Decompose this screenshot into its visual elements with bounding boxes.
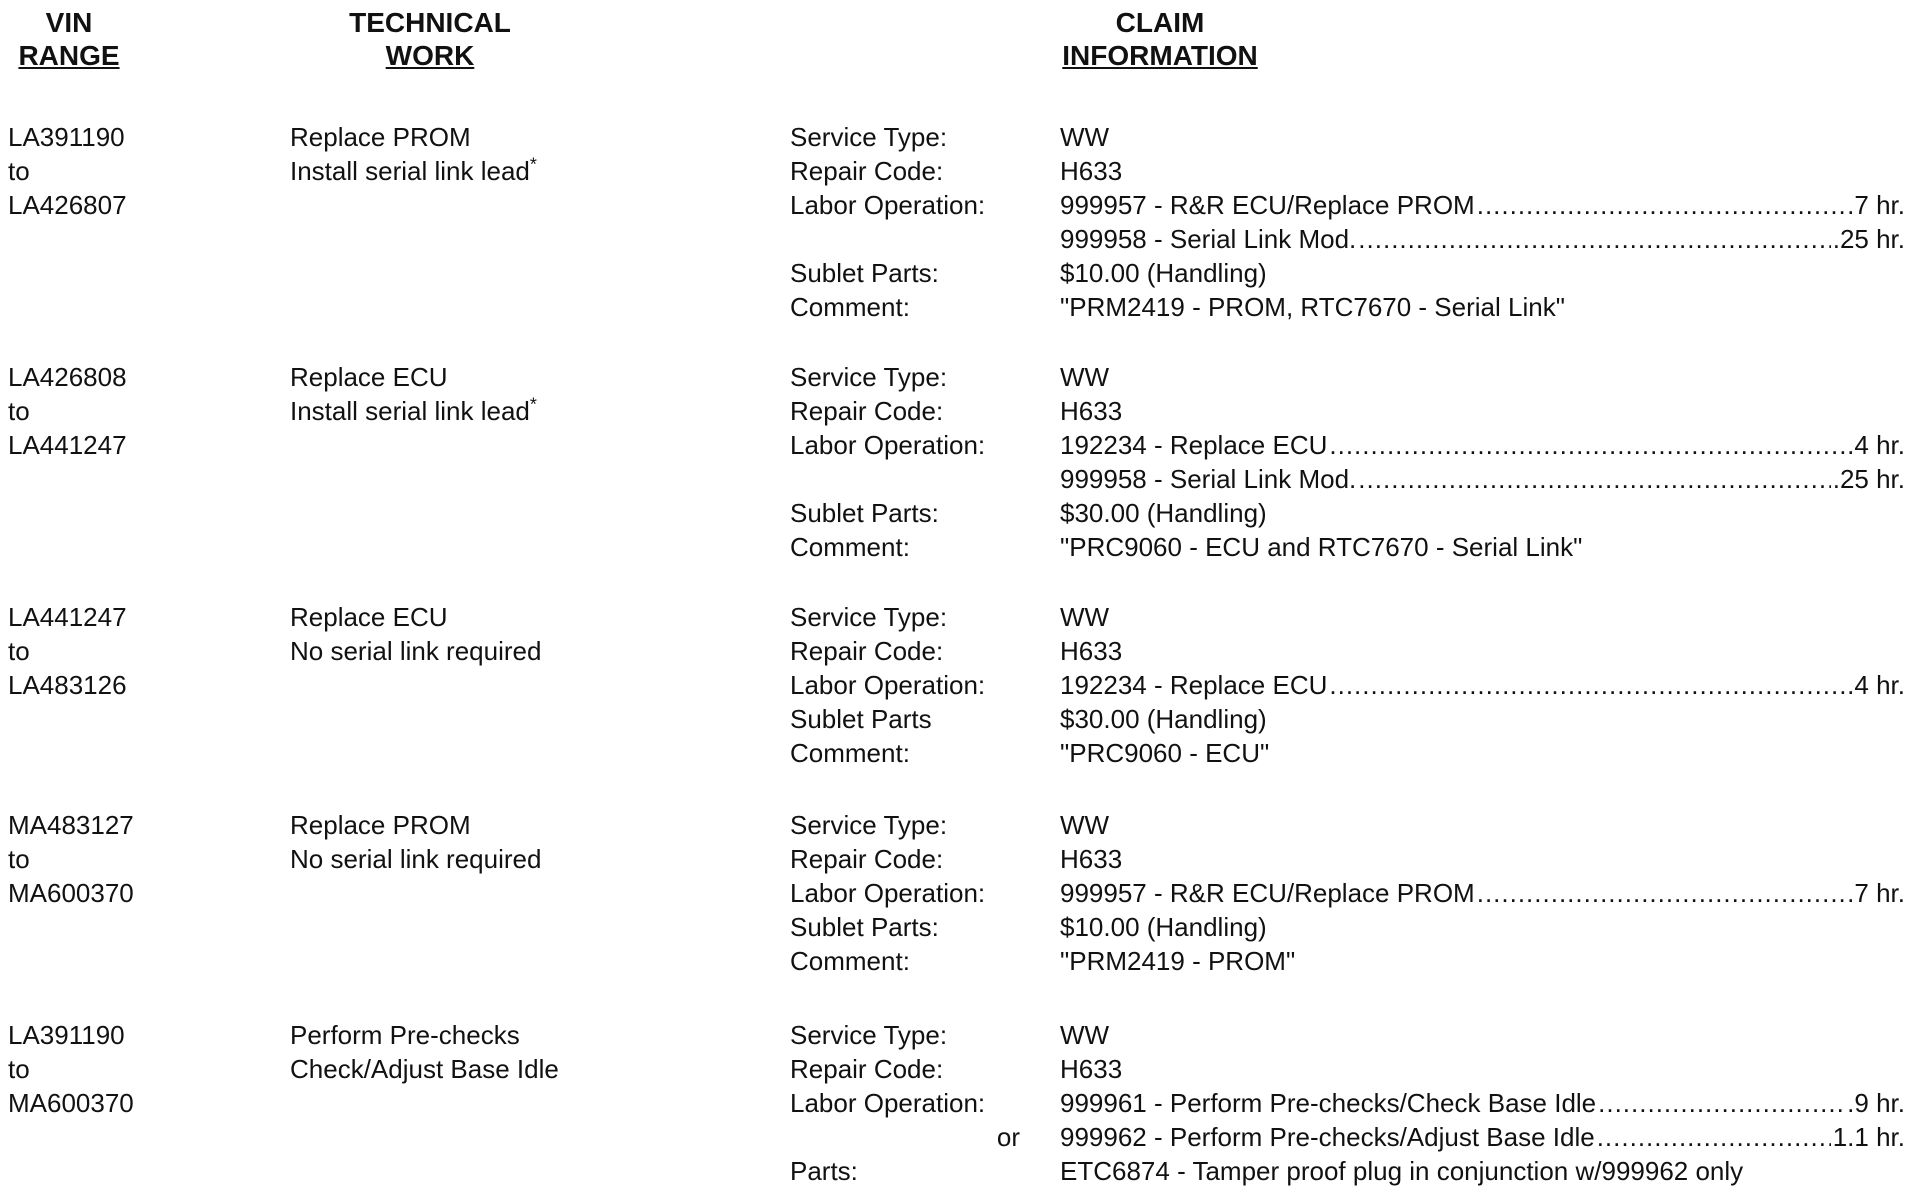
claim-value-text: WW: [1060, 122, 1110, 152]
dot-leader: [1477, 876, 1845, 910]
technical-work-text: Replace ECU: [290, 362, 448, 392]
claim-value-text: ETC6874 - Tamper proof plug in conjunction w/999962 only: [1060, 1156, 1744, 1186]
claim-row: [790, 668, 1905, 702]
header-claim-information: [1000, 6, 1320, 72]
claim-value: [1060, 256, 1905, 290]
vin-range-line: LA426808: [8, 362, 127, 392]
dot-leader: [1329, 428, 1845, 462]
claim-value-text: WW: [1060, 362, 1110, 392]
claim-value-text: H633: [1060, 156, 1123, 186]
claim-value-text: 999961 - Perform Pre-checks/Check Base Idle: [1060, 1088, 1597, 1118]
claim-value-text: $10.00 (Handling): [1060, 258, 1267, 288]
claim-row: [790, 530, 1905, 564]
claim-row: [790, 496, 1905, 530]
claim-value-text: 999962 - Perform Pre-checks/Adjust Base Idle: [1060, 1122, 1595, 1152]
claim-row: [790, 462, 1905, 496]
claim-label: Comment:: [790, 738, 910, 768]
claim-value: [1060, 154, 1905, 188]
claim-label: Labor Operation:: [790, 878, 986, 908]
technical-work-line: [290, 394, 750, 428]
claim-label: Labor Operation:: [790, 670, 986, 700]
technical-work-text: No serial link required: [290, 636, 542, 666]
labor-hours: .9 hr.: [1847, 1088, 1905, 1118]
claim-row: [790, 1052, 1905, 1086]
header-vin-line2: RANGE: [18, 40, 120, 71]
technical-work: [290, 120, 750, 188]
claim-value-text: "PRC9060 - ECU": [1060, 738, 1270, 768]
claim-value: [1060, 1154, 1905, 1188]
claim-value-text: 999958 - Serial Link Mod.: [1060, 464, 1357, 494]
claim-value-text: H633: [1060, 636, 1123, 666]
claim-row: [790, 1120, 1905, 1154]
technical-work-line: [290, 634, 750, 668]
technical-work: [290, 360, 750, 428]
vin-range-line: MA600370: [8, 878, 134, 908]
claim-information: [790, 808, 1905, 978]
claim-label: Labor Operation:: [790, 190, 986, 220]
claim-row: [790, 188, 1905, 222]
claim-value: [1060, 1018, 1905, 1052]
claim-value-text: 192234 - Replace ECU: [1060, 670, 1328, 700]
technical-work-text: Perform Pre-checks: [290, 1020, 520, 1050]
claim-value: [1060, 428, 1905, 462]
claim-label: Repair Code:: [790, 1054, 944, 1084]
claim-value: [1060, 530, 1905, 564]
claim-value-text: WW: [1060, 810, 1110, 840]
claim-label: Repair Code:: [790, 396, 944, 426]
claim-label: [790, 222, 1060, 256]
claim-value: [1060, 1086, 1905, 1120]
claim-row: [790, 944, 1905, 978]
claim-value: [1060, 222, 1905, 256]
claim-label: Service Type:: [790, 1020, 948, 1050]
claim-row: [790, 154, 1905, 188]
claim-value-text: $30.00 (Handling): [1060, 498, 1267, 528]
technical-work-text: Check/Adjust Base Idle: [290, 1054, 559, 1084]
vin-range-line: LA441247: [8, 602, 127, 632]
claim-row: [790, 876, 1905, 910]
technical-work-text: No serial link required: [290, 844, 542, 874]
claim-information: [790, 120, 1905, 324]
dot-leader: [1329, 668, 1845, 702]
technical-work-line: [290, 842, 750, 876]
dot-leader: [1598, 1086, 1845, 1120]
claim-row: [790, 360, 1905, 394]
claim-label: Repair Code:: [790, 156, 944, 186]
header-vin-line1: VIN: [45, 7, 93, 38]
vin-range: [8, 1018, 208, 1120]
claim-row: [790, 222, 1905, 256]
dot-leader: [1477, 188, 1845, 222]
header-technical-line2: WORK: [385, 40, 475, 71]
claim-value-text: "PRC9060 - ECU and RTC7670 - Serial Link": [1060, 532, 1583, 562]
claim-value-text: H633: [1060, 396, 1123, 426]
dot-leader: [1358, 462, 1830, 496]
claim-value-text: "PRM2419 - PROM, RTC7670 - Serial Link": [1060, 292, 1565, 322]
technical-work: [290, 1018, 750, 1086]
claim-label: Sublet Parts:: [790, 912, 939, 942]
claim-information: [790, 600, 1905, 770]
technical-work-line: [290, 1018, 750, 1052]
claim-value-text: $30.00 (Handling): [1060, 704, 1267, 734]
claim-row: [790, 600, 1905, 634]
claim-row: [790, 394, 1905, 428]
claim-label: Comment:: [790, 292, 910, 322]
claim-value: [1060, 188, 1905, 222]
claim-value: [1060, 496, 1905, 530]
technical-work-text: Replace PROM: [290, 122, 471, 152]
claim-value: [1060, 360, 1905, 394]
technical-work-text: Install serial link lead: [290, 396, 530, 426]
claim-value: [1060, 808, 1905, 842]
labor-hours: .4 hr.: [1847, 670, 1905, 700]
labor-hours: .25 hr.: [1832, 224, 1905, 254]
claim-value-text: 192234 - Replace ECU: [1060, 430, 1328, 460]
claim-information: [790, 360, 1905, 564]
technical-work-line: [290, 600, 750, 634]
claim-label: Service Type:: [790, 122, 948, 152]
vin-range: [8, 120, 208, 222]
claim-row: [790, 910, 1905, 944]
technical-work-line: [290, 1052, 750, 1086]
claim-row: [790, 1154, 1905, 1188]
claim-value: [1060, 120, 1905, 154]
dot-leader: [1358, 222, 1830, 256]
vin-range: [8, 600, 208, 702]
technical-work-text: Replace ECU: [290, 602, 448, 632]
vin-range-line: to: [8, 636, 30, 666]
technical-work-line: [290, 120, 750, 154]
claim-label: Parts:: [790, 1156, 858, 1186]
claim-value: [1060, 290, 1905, 324]
vin-range-line: to: [8, 156, 30, 186]
claim-row: [790, 1086, 1905, 1120]
claim-row: [790, 842, 1905, 876]
claim-label: Comment:: [790, 946, 910, 976]
claim-value-text: 999958 - Serial Link Mod.: [1060, 224, 1357, 254]
claim-value: [1060, 634, 1905, 668]
claim-row: [790, 736, 1905, 770]
claim-row: [790, 428, 1905, 462]
claim-row: [790, 120, 1905, 154]
header-vin-range: [8, 6, 130, 72]
footnote-asterisk: *: [529, 394, 537, 415]
claim-label: [790, 462, 1060, 496]
claim-label: Sublet Parts: [790, 704, 932, 734]
vin-range-line: LA483126: [8, 670, 127, 700]
header-claim-line1: CLAIM: [1115, 7, 1205, 38]
claim-value-text: $10.00 (Handling): [1060, 912, 1267, 942]
claim-value: [1060, 842, 1905, 876]
claim-row: [790, 290, 1905, 324]
claim-label: Service Type:: [790, 810, 948, 840]
technical-work-text: Replace PROM: [290, 810, 471, 840]
claim-value-text: WW: [1060, 1020, 1110, 1050]
labor-hours: .4 hr.: [1847, 430, 1905, 460]
vin-range-line: to: [8, 1054, 30, 1084]
claim-label: Sublet Parts:: [790, 498, 939, 528]
labor-hours: .7 hr.: [1847, 190, 1905, 220]
vin-range-line: LA391190: [8, 1020, 125, 1050]
vin-range-line: LA441247: [8, 430, 127, 460]
technical-work-line: [290, 360, 750, 394]
claim-value-text: H633: [1060, 1054, 1123, 1084]
header-technical-line1: TECHNICAL: [349, 7, 511, 38]
technical-work: [290, 600, 750, 668]
claim-value-text: 999957 - R&R ECU/Replace PROM: [1060, 190, 1475, 220]
labor-hours: 1.1 hr.: [1832, 1122, 1905, 1152]
claim-value: [1060, 944, 1905, 978]
claim-value: [1060, 702, 1905, 736]
claim-value: [1060, 736, 1905, 770]
technical-work-line: [290, 808, 750, 842]
technical-work: [290, 808, 750, 876]
claim-value-text: H633: [1060, 844, 1123, 874]
claim-value-text: WW: [1060, 602, 1110, 632]
labor-hours: .7 hr.: [1847, 878, 1905, 908]
claim-label: Labor Operation:: [790, 1088, 986, 1118]
header-technical-work: [300, 6, 560, 72]
claim-label: Service Type:: [790, 602, 948, 632]
header-claim-line2: INFORMATION: [1062, 40, 1258, 71]
vin-range-line: LA426807: [8, 190, 127, 220]
claim-row: [790, 634, 1905, 668]
technical-work-line: [290, 154, 750, 188]
vin-range-line: MA600370: [8, 1088, 134, 1118]
vin-range-line: LA391190: [8, 122, 125, 152]
vin-range-line: MA483127: [8, 810, 134, 840]
claim-label: Comment:: [790, 532, 910, 562]
claim-label: Repair Code:: [790, 636, 944, 666]
claim-value: [1060, 1052, 1905, 1086]
claim-label: Labor Operation:: [790, 430, 986, 460]
claim-value-text: 999957 - R&R ECU/Replace PROM: [1060, 878, 1475, 908]
claim-value: [1060, 600, 1905, 634]
claim-information: [790, 1018, 1905, 1188]
claim-value-text: "PRM2419 - PROM": [1060, 946, 1296, 976]
vin-range: [8, 808, 208, 910]
footnote-asterisk: *: [529, 154, 537, 175]
vin-range-line: to: [8, 396, 30, 426]
claim-row: [790, 256, 1905, 290]
claim-value: [1060, 910, 1905, 944]
claim-label: or: [996, 1122, 1020, 1152]
claim-label: Sublet Parts:: [790, 258, 939, 288]
vin-range: [8, 360, 208, 462]
claim-value: [1060, 1120, 1905, 1154]
claim-value: [1060, 462, 1905, 496]
vin-range-line: to: [8, 844, 30, 874]
labor-hours: .25 hr.: [1832, 464, 1905, 494]
claim-row: [790, 808, 1905, 842]
claim-value: [1060, 876, 1905, 910]
claim-row: [790, 1018, 1905, 1052]
dot-leader: [1597, 1120, 1831, 1154]
claim-label: Service Type:: [790, 362, 948, 392]
technical-work-text: Install serial link lead: [290, 156, 530, 186]
claim-row: [790, 702, 1905, 736]
claim-value: [1060, 394, 1905, 428]
claim-label: Repair Code:: [790, 844, 944, 874]
claim-value: [1060, 668, 1905, 702]
